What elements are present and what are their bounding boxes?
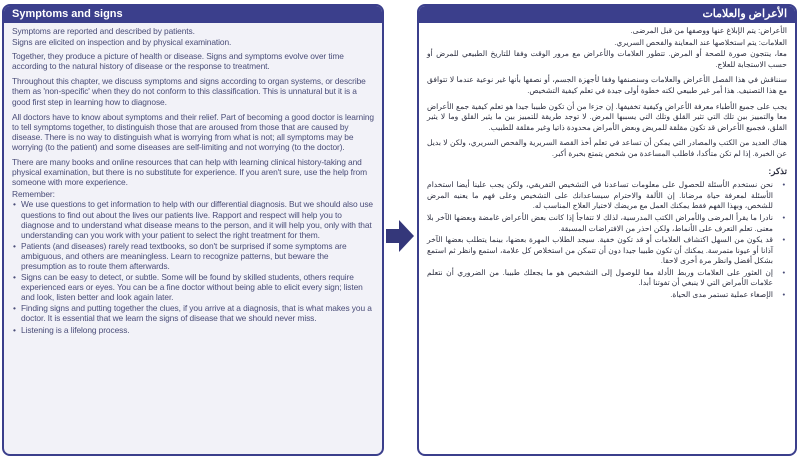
english-panel (2, 4, 384, 456)
list-item: • قد يكون من السهل اكتشاف العلامات أو قد تكون خفية. سيجد الطلاب المهرة بعضها، بينما يتطلب بعضها الآخر آذانا أو عيونا متمرسة. يمكنك أن تكون طبيبا جيدا دون أن تتمكن من استخلاص كل علامة، استمع وانظر ثم استمع بشكل أفضل وانظر مرة أخرى لاحقا. (427, 235, 773, 267)
list-item: • Listening is a lifelong process. (21, 325, 374, 335)
paragraph: معا، ينتجون صورة للصحة أو المرض. تتطور العلامات والأعراض مع مرور الوقت وفقا للتاريخ الطبيعي للمرض أو حسب الاستجابة للعلاج. (427, 49, 787, 69)
arabic-panel-body (419, 23, 795, 305)
list-item: • Patients (and diseases) rarely read textbooks, so don't be surprised if some symptoms are ambiguous, and others are meaningless. Learn to recognize patterns, but beware the presumption as to route them afterwards. (21, 241, 374, 271)
paragraph: هناك العديد من الكتب والمصادر التي يمكن أن تساعد في تعلم أخذ القصة السريرية والفحص السريري، ولكن لا بديل عن الخبرة. إذا لم تكن متأكدا، فاطلب المساعدة من شخص يتمتع بخبرة أكبر. (427, 138, 787, 158)
paragraph: Together, they produce a picture of health or disease. Signs and symptoms evolve over time according to the natural history of disease or the response to treatment. (12, 51, 344, 72)
remember-label: تذكر: (768, 165, 787, 176)
list-item: • الإصغاء عملية تستمر مدى الحياة. (427, 290, 773, 301)
remember-list (427, 180, 787, 301)
list-item: • نادرا ما يقرأ المرضى والأمراض الكتب المدرسية، لذلك لا تتفاجأ إذا كانت بعض الأعراض غامضة وبعضها الآخر بلا معنى. تعلم التعرف على الأنماط، ولكن احذر من الافتراضات المسبقة. (427, 213, 773, 234)
list-item: • We use questions to get information to help with our differential diagnosis. But we should also use questions to find out about the lives our patients live. Rapport and respect will help you to diagnose and to understand what disease means to the person, and it will help you, only with that understanding can you work with your patient to select the right treatment for them. (21, 199, 374, 239)
list-item: • نحن نستخدم الأسئلة للحصول على معلومات تساعدنا في التشخيص التفريقي، ولكن يجب علينا أيضا استخدام الأسئلة لمعرفة حياة مرضانا. إن الألفة والاحترام سيساعدانك على التشخيص وعلى فهم ما يعنيه المرض للشخص، وبهذا الفهم فقط يمكنك العمل مع مريضك لاختيار العلاج المناسب له. (427, 180, 773, 212)
arabic-panel (417, 4, 797, 456)
arrow-shape (386, 220, 414, 252)
paragraph: There are many books and online resources that can help with learning clinical history-taking and physical examination, but there is no substitute for experience. If you aren't sure, use the help from someone with more experience. (12, 157, 367, 188)
remember-label: Remember: (12, 189, 55, 200)
paragraph: Symptoms are reported and described by patients. (12, 26, 195, 36)
list-item: • Signs can be easy to detect, or subtle. Some will be found by skilled students, others require experienced ears or eyes. You can be a fine doctor without being able to elicit every sign; listen and look, listen better and look again later. (21, 272, 374, 302)
paragraph: All doctors have to know about symptoms and their relief. Part of becoming a good doctor is learning to tell symptoms together, to distinguish those that are aroused from those that are caused by disease. There is no way to distinguish what is worrying from what is not; all symptoms may be worrying (to the patient) and some diseases are self-limiting and not worrying (to the doctor). (12, 111, 374, 152)
arrow-right-icon (386, 218, 414, 254)
remember-list (12, 199, 374, 334)
paragraph: العلامات: يتم استخلاصها عند المعاينة والفحص السريري. (614, 37, 787, 47)
list-item: • إن العثور على العلامات وربط الأدلة معا للوصول إلى التشخيص هو ما يجعلك طبيبا. من الضروري أن نتعلم علامات الأمراض التي لا ينبغي أن تفوتنا أبدا. (427, 268, 773, 289)
list-item: • Finding signs and putting together the clues, if you arrive at a diagnosis, that is what makes you a doctor. It is essential that we learn the signs of disease that we should never miss. (21, 303, 374, 323)
english-panel-title: Symptoms and signs (4, 6, 382, 23)
paragraph: يجب على جميع الأطباء معرفة الأعراض وكيفية تخفيفها. إن جزءا من أن تكون طبيبا جيدا هو تعلم كيفية جمع الأعراض معا والتمييز بين تلك التي تثير القلق وتلك التي يسببها المرض. لا توجد طريقة للتمييز بين ما يثير القلق وما لا يثير القلق، فجميع الأعراض قد تكون مقلقة للمريض وبعض الأمراض محدودة ذاتيا وغير مقلقة للطبيب. (427, 101, 787, 132)
paragraph: Signs are elicited on inspection and by physical examination. (12, 37, 232, 48)
paragraph: الأعراض: يتم الإبلاغ عنها ووصفها من قبل المرضى. (630, 26, 787, 35)
paragraph: Throughout this chapter, we discuss symptoms and signs according to organ systems, or describe them as 'non-specific' when they do not conform to this classification. This is unnatural but it is a good first step in learning how to diagnose. (12, 76, 366, 107)
paragraph: سنناقش في هذا الفصل الأعراض والعلامات وسنصنفها وفقا لأجهزة الجسم، أو نصفها بأنها غير نوعية عندما لا تتوافق مع هذا التصنيف. هذا أمر غير طبيعي لكنه خطوة أولى جيدة في تعلم كيفية التشخيص. (427, 75, 787, 95)
english-panel-body (4, 23, 382, 339)
arabic-panel-title: الأعراض والعلامات (419, 6, 795, 23)
